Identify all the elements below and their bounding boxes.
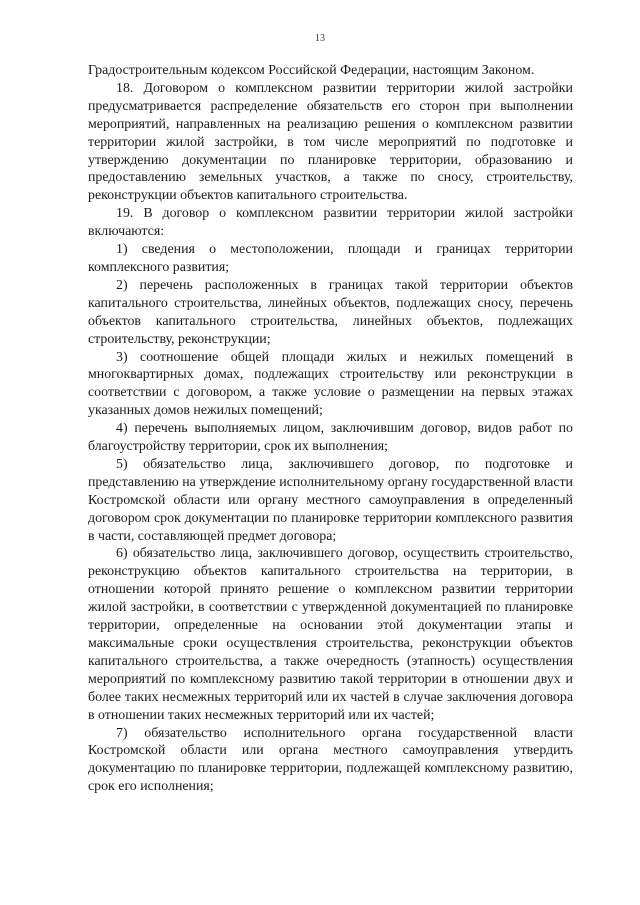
paragraph-continuation: Градостроительным кодексом Российской Федерации, настоящим Законом. xyxy=(88,63,535,78)
list-item-6: 6) обязательство лица, заключившего договор, осуществить строительство, реконструкцию объектов капитального строительства на территории, в отношении которой принято решение о комплексном развитии территории жилой застройки, в соответствии с утвержденной документацией по планировке территории, определенные на основании этой документации этапы и максимальные сроки осуществления строительства, реконструкции объектов капитального строительства, а также очередность (этапность) осуществления мероприятий по комплексному развитию такой территории в отношении двух и более таких несмежных территорий или их частей в случае заключения договора в отношении таких несмежных территорий или их частей; xyxy=(88,546,573,723)
list-item-5: 5) обязательство лица, заключившего договор, по подготовке и представлению на утверждение исполнительному органу государственной власти Костромской области или органу местного самоуправления в определенный договором срок документации по планировке территории комплексного развития в части, составляющей предмет договора; xyxy=(88,456,573,544)
list-item-4: 4) перечень выполняемых лицом, заключившим договор, видов работ по благоустройству территории, срок их выполнения; xyxy=(88,421,573,455)
list-item-2: 2) перечень расположенных в границах такой территории объектов капитального строительства, линейных объектов, подлежащих сносу, перечень объектов капитального строительства, линейных объектов, подлежащих строительству, реконструкции; xyxy=(88,277,573,347)
document-body xyxy=(88,62,573,796)
paragraph-clause-18: 18. Договором о комплексном развитии территории жилой застройки предусматривается распределение обязательств его сторон при выполнении мероприятий, направленных на реализацию решения о комплексном развитии территории жилой застройки, в том числе мероприятий по подготовке и утверждению документации по планировке территории, образованию и предоставлению земельных участков, а также по сносу, строительству, реконструкции объектов капитального строительства. xyxy=(88,80,573,204)
paragraph-clause-19: 19. В договор о комплексном развитии территории жилой застройки включаются: xyxy=(88,206,573,240)
list-item-1: 1) сведения о местоположении, площади и границах территории комплексного развития; xyxy=(88,242,573,275)
list-item-7: 7) обязательство исполнительного органа государственной власти Костромской области или органа местного самоуправления утвердить документацию по планировке территории, подлежащей комплексному развитию, срок его исполнения; xyxy=(88,725,573,795)
page-number: 13 xyxy=(315,33,325,44)
list-item-3: 3) соотношение общей площади жилых и нежилых помещений в многоквартирных домах, подлежащих строительству или реконструкции в соответствии с договором, а также условие о размещении на первых этажах указанных домов нежилых помещений; xyxy=(88,349,573,419)
